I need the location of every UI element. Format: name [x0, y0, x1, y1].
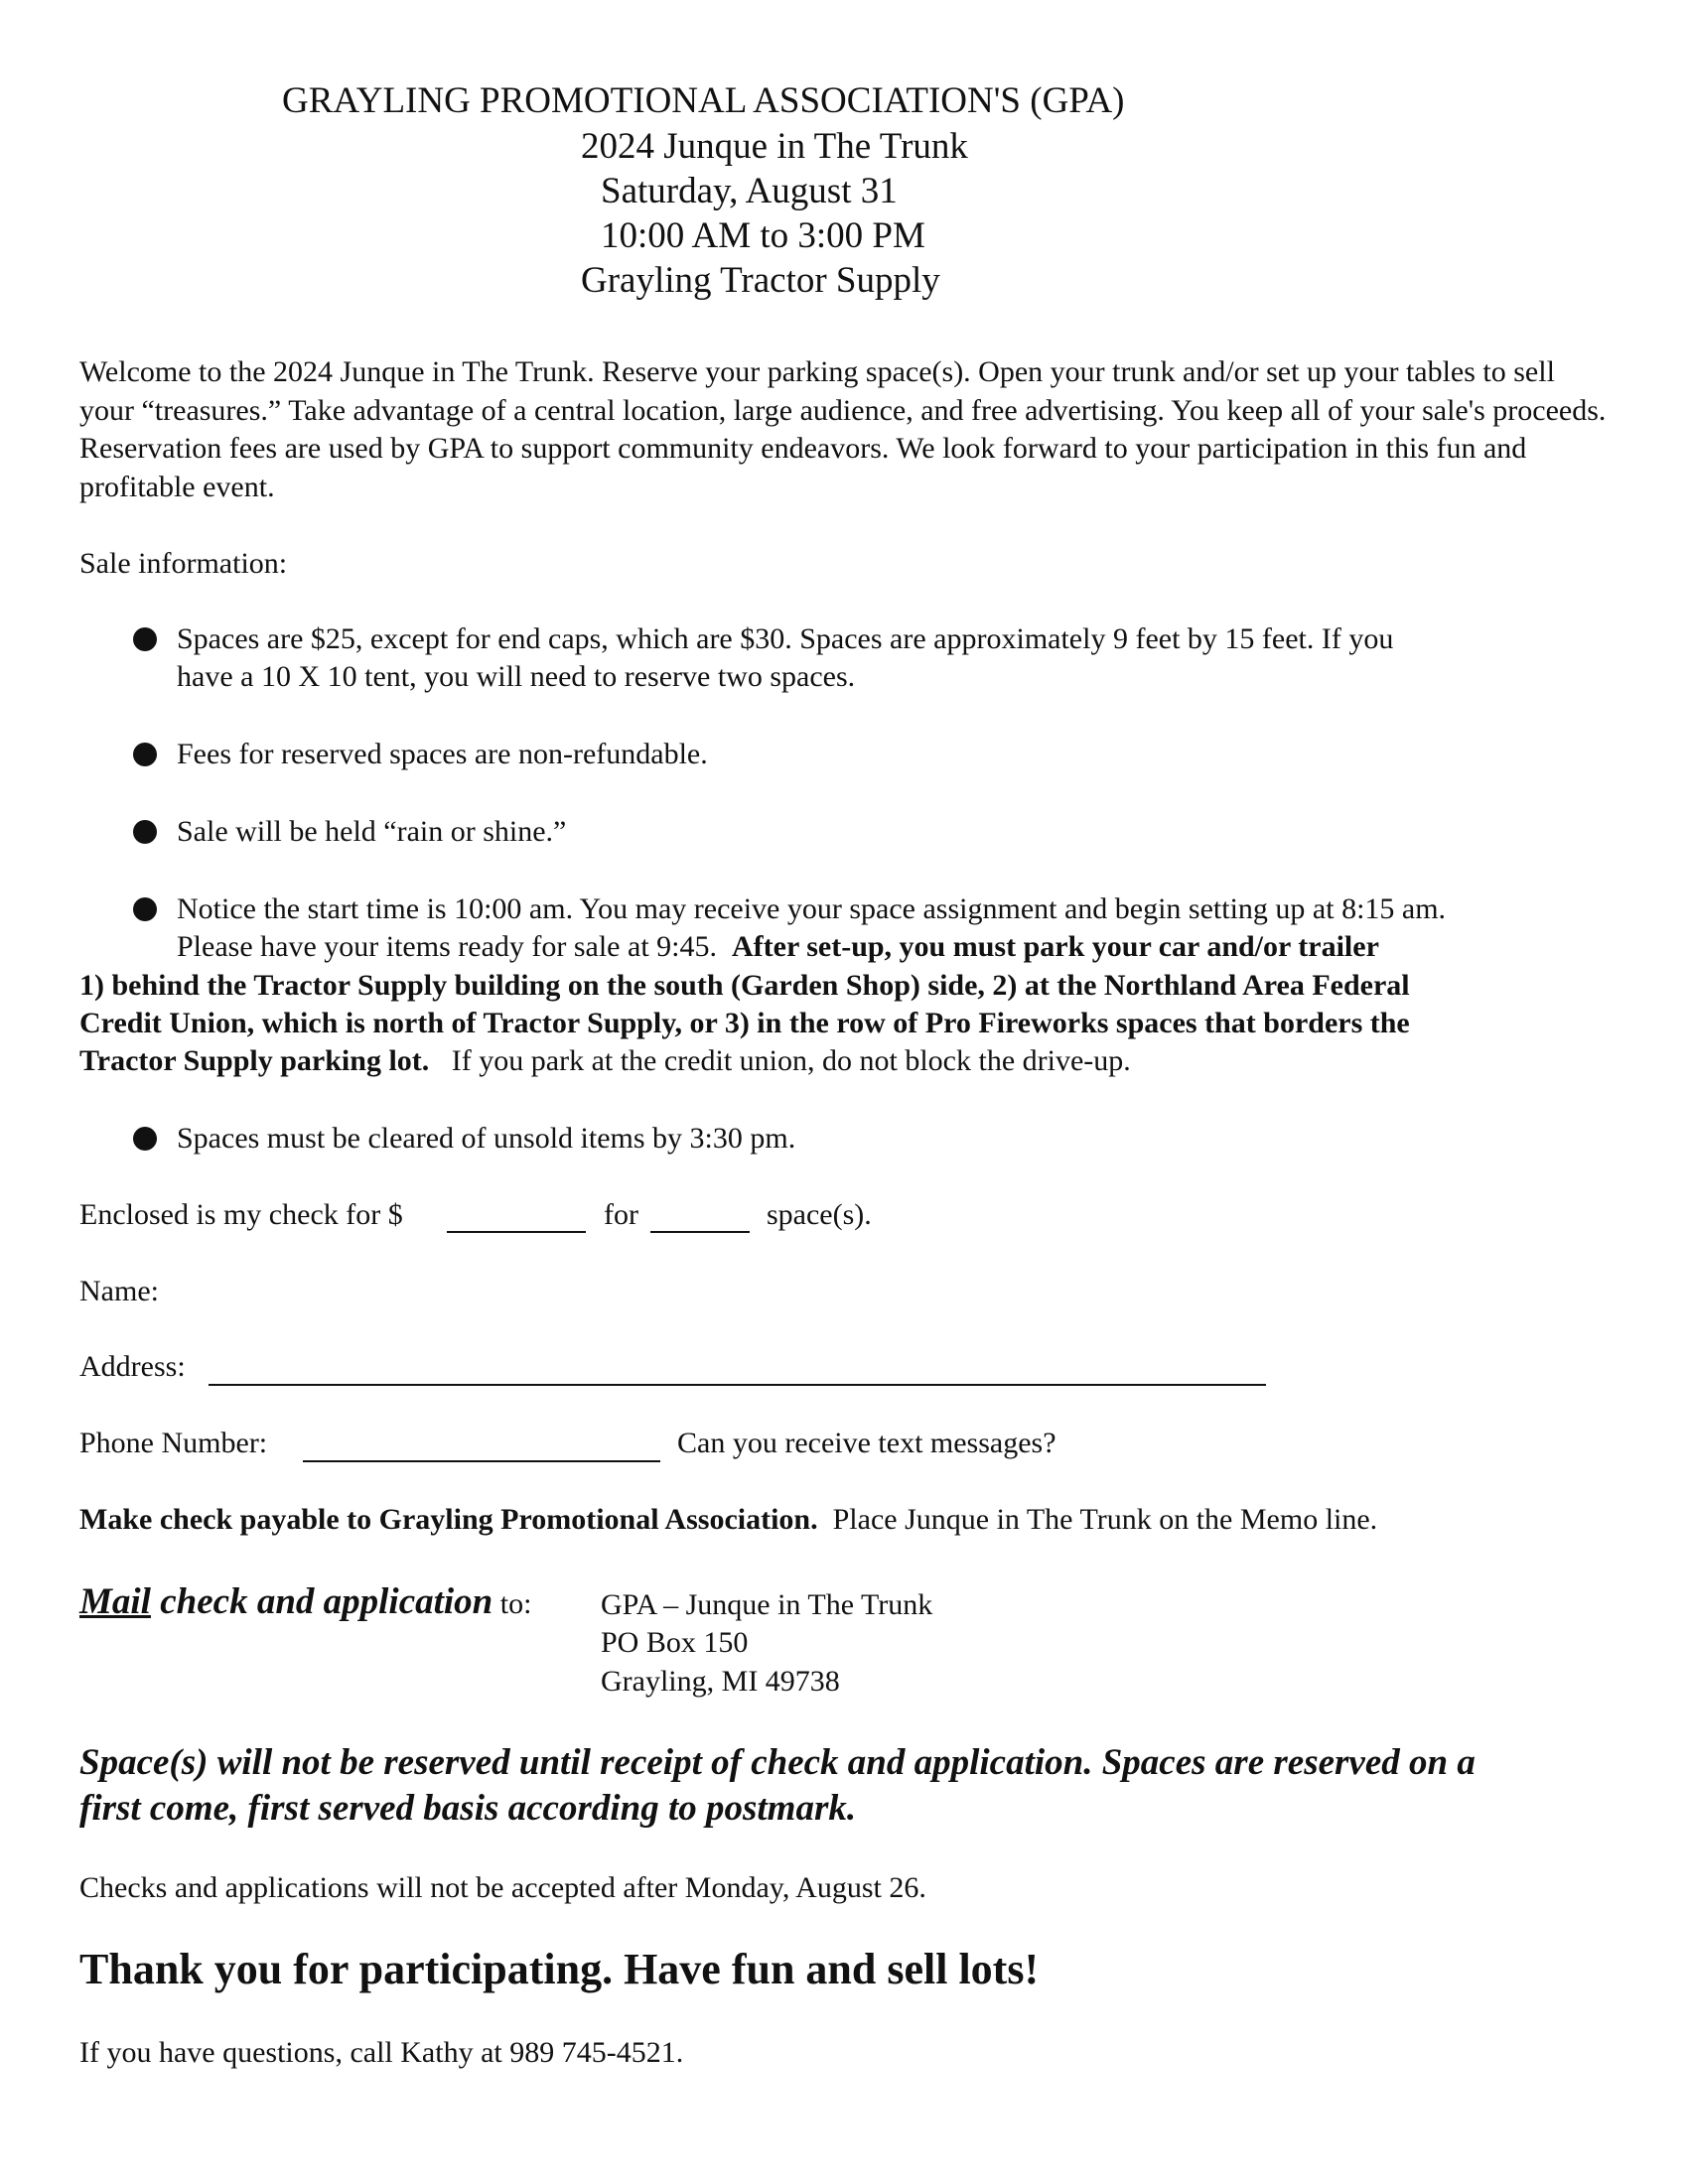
space-count-field[interactable]: [650, 1231, 750, 1233]
mail-address-line-2: PO Box 150: [601, 1626, 749, 1659]
mail-address-line-3: Grayling, MI 49738: [601, 1665, 840, 1698]
contact-text: If you have questions, call Kathy at 989 745-4521.: [79, 2036, 684, 2069]
intro-paragraph: Welcome to the 2024 Junque in The Trunk. Reserve your parking space(s). Open your trunk and/or set up your tables to sell your “treasures.” Take advantage of a central location, large audience, and free advertising. You keep all of your sale's proceeds. Reservation fees are used by GPA to support community endeavors. We look forward to your participation in this fun and profitable event.: [79, 355, 1607, 503]
event-location: Grayling Tractor Supply: [581, 260, 940, 301]
check-amount-field[interactable]: [447, 1231, 586, 1233]
bullet-4-line-2: [177, 930, 1379, 964]
bullet-2-text: Fees for reserved spaces are non-refundable.: [177, 738, 708, 770]
bullet-4-line-4: Credit Union, which is north of Tractor Supply, or 3) in the row of Pro Fireworks spaces that borders the: [79, 1007, 1410, 1039]
mail-instruction: [79, 1580, 531, 1623]
name-label: Name:: [79, 1275, 159, 1307]
bullet-4-line-2-bold: After set-up, you must park your car and/or trailer: [731, 930, 1379, 963]
bullet-icon: [133, 820, 157, 844]
thank-you-heading: Thank you for participating. Have fun and sell lots!: [79, 1945, 1040, 1993]
event-name: 2024 Junque in The Trunk: [581, 126, 968, 167]
bullet-4-line-5-plain: If you park at the credit union, do not block the drive-up.: [429, 1044, 1131, 1077]
address-field[interactable]: [209, 1384, 1266, 1386]
bullet-icon: [133, 897, 157, 921]
mail-rest: check and application: [150, 1581, 493, 1622]
event-time: 10:00 AM to 3:00 PM: [601, 215, 925, 256]
check-for-label: for: [604, 1198, 638, 1231]
bullet-4-line-1: Notice the start time is 10:00 am. You may receive your space assignment and begin setting up at 8:15 am.: [177, 892, 1447, 925]
bullet-4-line-3: 1) behind the Tractor Supply building on the south (Garden Shop) side, 2) at the Northland Area Federal: [79, 969, 1410, 1002]
bullet-3-text: Sale will be held “rain or shine.”: [177, 815, 567, 848]
bullet-4-line-5: [79, 1044, 1131, 1078]
bullet-5-text: Spaces must be cleared of unsold items by 3:30 pm.: [177, 1122, 796, 1155]
bullet-4-line-5-bold: Tractor Supply parking lot.: [79, 1044, 430, 1077]
spaces-label: space(s).: [767, 1198, 872, 1231]
payable-bold: Make check payable to Grayling Promotional Association.: [79, 1503, 818, 1536]
bullet-1-line-1: Spaces are $25, except for end caps, which are $30. Spaces are approximately 9 feet by 15 feet. If you: [177, 622, 1394, 655]
document-title: GRAYLING PROMOTIONAL ASSOCIATION'S (GPA): [282, 80, 1125, 121]
reservation-notice-line-2: first come, first served basis according to postmark.: [79, 1788, 857, 1829]
bullet-icon: [133, 627, 157, 651]
check-amount-label: Enclosed is my check for $: [79, 1198, 403, 1231]
text-messages-question: Can you receive text messages?: [677, 1427, 1056, 1459]
address-label: Address:: [79, 1350, 186, 1383]
bullet-icon: [133, 743, 157, 766]
bullet-4-line-2-plain: Please have your items ready for sale at 9:45.: [177, 930, 732, 963]
sale-info-label: Sale information:: [79, 547, 288, 580]
payable-line: [79, 1503, 1377, 1537]
phone-field[interactable]: [303, 1460, 660, 1462]
mail-address-line-1: GPA – Junque in The Trunk: [601, 1588, 933, 1621]
bullet-icon: [133, 1127, 157, 1151]
event-date: Saturday, August 31: [601, 171, 898, 211]
mail-to: to:: [492, 1587, 532, 1620]
mail-word: Mail: [79, 1581, 151, 1622]
reservation-notice-line-1: Space(s) will not be reserved until receipt of check and application. Spaces are reserved on a: [79, 1742, 1476, 1783]
phone-label: Phone Number:: [79, 1427, 268, 1459]
payable-plain: Place Junque in The Trunk on the Memo line.: [817, 1503, 1378, 1536]
deadline-text: Checks and applications will not be accepted after Monday, August 26.: [79, 1871, 926, 1904]
bullet-1-line-2: have a 10 X 10 tent, you will need to reserve two spaces.: [177, 660, 856, 693]
